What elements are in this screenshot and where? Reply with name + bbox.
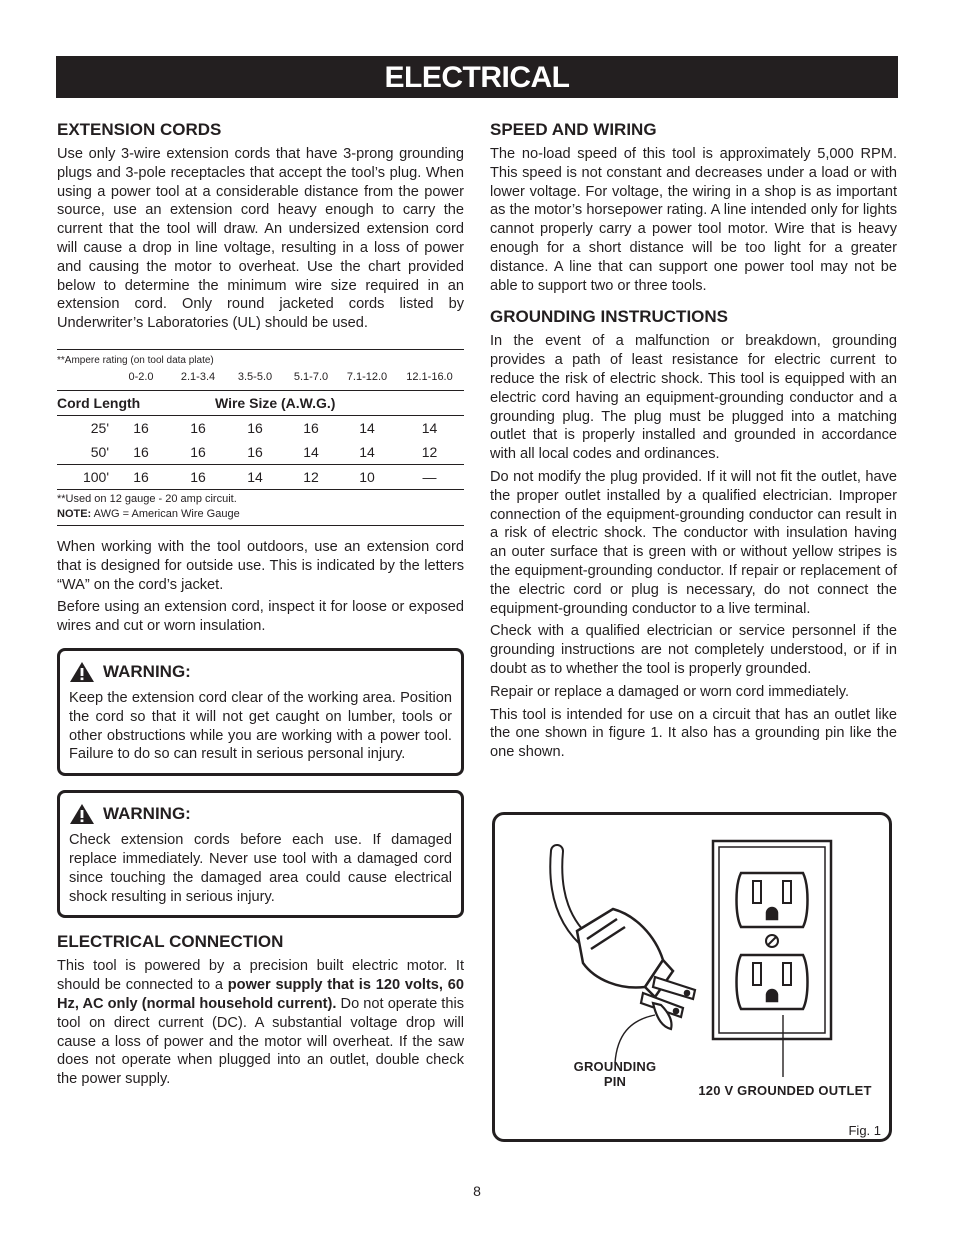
ampere-range: 7.1-12.0 <box>346 370 388 383</box>
warning-title: WARNING: <box>103 661 191 681</box>
right-column <box>490 118 897 766</box>
ampere-range: 3.5-5.0 <box>237 370 273 383</box>
wire-size-cell: 16 <box>190 419 206 436</box>
ampere-ranges-row <box>57 368 464 386</box>
wire-size-cell: 16 <box>133 419 149 436</box>
grounding-paragraph-5: This tool is intended for use on a circuit that has an outlet like the one shown in figure 1. It also has a grounding pin like the one shown. <box>490 706 897 761</box>
wire-size-cell: 16 <box>190 468 206 485</box>
note-label: NOTE: <box>57 507 92 520</box>
warning-triangle-icon <box>69 661 95 683</box>
warning-header <box>69 661 452 683</box>
wire-size-cell: 16 <box>133 468 149 485</box>
warning-box-1 <box>57 648 464 776</box>
connection-text: This tool is powered by a precision built electric motor. It should be connected to a <box>57 958 464 994</box>
warning-triangle-icon <box>69 803 95 825</box>
wire-size-cell: 16 <box>190 443 206 460</box>
extension-cords-paragraph-3: Before using an extension cord, inspect it for loose or exposed wires and cut or worn insulation. <box>57 599 464 635</box>
electrical-connection-heading: ELECTRICAL CONNECTION <box>57 932 284 952</box>
warning-title: WARNING: <box>103 804 191 824</box>
connection-text-bold: power supply that is 120 volts, 60 Hz, AC only (normal household current). <box>57 977 464 1012</box>
electrical-connection-paragraph <box>57 957 464 1089</box>
wire-size-cell: 14 <box>359 443 375 460</box>
gauge-footnote: **Used on 12 gauge - 20 amp circuit. <box>57 492 237 505</box>
cord-length-cell: 100' <box>82 468 109 485</box>
wire-gauge-table <box>57 349 464 526</box>
wire-size-cell: 14 <box>303 443 319 460</box>
extension-cords-paragraph-1: Use only 3-wire extension cords that have 3-prong grounding plugs and 3-pole receptacles that accept the tool’s plug. When using a power tool at a considerable distance from the power source, use an extension cord heavy enough to carry the current that the tool will draw. An undersized extension cord will cause a drop in line voltage, resulting in a loss of power and causing the motor to overheat. Use the chart provided below to determine the minimum wire size required in an extension cord. Only round jacketed cords listed by Underwriter’s Laboratories (UL) should be used. <box>57 146 464 332</box>
ampere-range: 12.1-16.0 <box>406 370 453 383</box>
cord-length-header: Cord Length <box>57 394 141 411</box>
ampere-rating-note: **Ampere rating (on tool data plate) <box>57 354 214 366</box>
cord-length-cell: 50' <box>90 443 109 460</box>
table-row <box>57 440 464 464</box>
figure-caption: Fig. 1 <box>848 1123 881 1138</box>
ampere-range: 5.1-7.0 <box>293 370 329 383</box>
speed-wiring-heading: SPEED AND WIRING <box>490 120 657 139</box>
extension-cords-heading: EXTENSION CORDS <box>57 120 222 139</box>
page-number: 8 <box>473 1183 481 1199</box>
table-header-row <box>57 390 464 416</box>
wire-size-cell: 14 <box>421 419 438 436</box>
grounded-outlet <box>713 841 831 1039</box>
connection-text: Do not operate this tool on direct current (DC). A substantial voltage drop will cause a loss of power and the motor will overheat. If the saw does not operate when plugged into an outlet, double check the power supply. <box>57 995 464 1088</box>
page-banner-title: ELECTRICAL <box>56 56 898 98</box>
wire-size-cell: — <box>422 468 437 485</box>
grounding-heading: GROUNDING INSTRUCTIONS <box>490 307 728 327</box>
awg-note <box>57 507 464 522</box>
grounding-pin-label-line-2: PIN <box>603 1074 627 1089</box>
ampere-range: 0-2.0 <box>128 370 154 383</box>
wire-size-cell: 10 <box>359 468 375 485</box>
outlet-label: 120 V GROUNDED OUTLET <box>698 1083 872 1098</box>
wire-size-cell: 16 <box>303 419 319 436</box>
figure-1-box <box>492 812 892 1142</box>
grounding-pin-label <box>565 1059 665 1089</box>
left-column <box>57 118 464 1093</box>
note-text: AWG = American Wire Gauge <box>91 507 240 520</box>
table-row <box>57 416 464 440</box>
warning-header <box>69 803 452 825</box>
wire-size-header: Wire Size (A.W.G.) <box>215 394 336 411</box>
table-footnote <box>57 489 464 525</box>
speed-wiring-paragraph: The no-load speed of this tool is approximately 5,000 RPM. This speed is not constant and decreases under a load or with lower voltage. For voltage, the wiring in a shop is as important as the motor’s horsepower rating. A line intended only for lights cannot properly carry a power tool motor. Wire that is heavy enough for a short distance will be too light for a greater distance. A line that can support one power tool may not be able to support two or three tools. <box>490 146 897 294</box>
extension-cords-paragraph-2: When working with the tool outdoors, use an extension cord that is designed for outside use. This is indicated by the letters “WA” on the cord’s jacket. <box>57 538 464 593</box>
ampere-range: 2.1-3.4 <box>180 370 216 383</box>
warning-text: Keep the extension cord clear of the working area. Position the cord so that it will not get caught on lumber, tools or other obstructions while you are working with a power tool. Failure to do so can result in serious personal injury. <box>69 689 452 763</box>
grounding-paragraph-4: Repair or replace a damaged or worn cord immediately. <box>490 683 850 700</box>
grounding-paragraph-2: Do not modify the plug provided. If it will not fit the outlet, have the proper outlet installed by a qualified electrician. Improper connection of the equipment-grounding conductor can result in a risk of electric shock. The conductor with insulation having an outer surface that is green with or without yellow stripes is the equipment-grounding conductor. If repair or replacement of the electric cord or plug is necessary, do not connect the equipment-grounding conductor to a live terminal. <box>490 468 897 617</box>
warning-text: Check extension cords before each use. If damaged replace immediately. Never use tool with a damaged cord since touching the damaged area could cause electrical shock resulting in serious injury. <box>69 832 452 905</box>
wire-size-cell: 14 <box>247 468 263 485</box>
grounding-pin-label-line-1: GROUNDING <box>573 1059 657 1074</box>
table-row <box>57 464 464 489</box>
wire-size-cell: 12 <box>303 468 319 485</box>
warning-box-2 <box>57 790 464 918</box>
wire-size-cell: 16 <box>247 443 263 460</box>
wire-size-cell: 16 <box>247 419 263 436</box>
wire-size-cell: 14 <box>359 419 375 436</box>
grounding-paragraph-3: Check with a qualified electrician or service personnel if the grounding instructions are not completely understood, or if in doubt as to whether the tool is properly grounded. <box>490 623 897 677</box>
grounding-paragraph-1: In the event of a malfunction or breakdown, grounding provides a path of least resistance for electric current to reduce the risk of electric shock. This tool is equipped with an electric cord having an equipment-grounding conductor and a grounding plug. The plug must be plugged into a matching outlet that is properly installed and grounded in accordance with all local codes and ordinances. <box>490 333 897 463</box>
wire-size-cell: 12 <box>421 443 438 460</box>
wire-size-cell: 16 <box>133 443 149 460</box>
cord-length-cell: 25' <box>90 419 109 436</box>
